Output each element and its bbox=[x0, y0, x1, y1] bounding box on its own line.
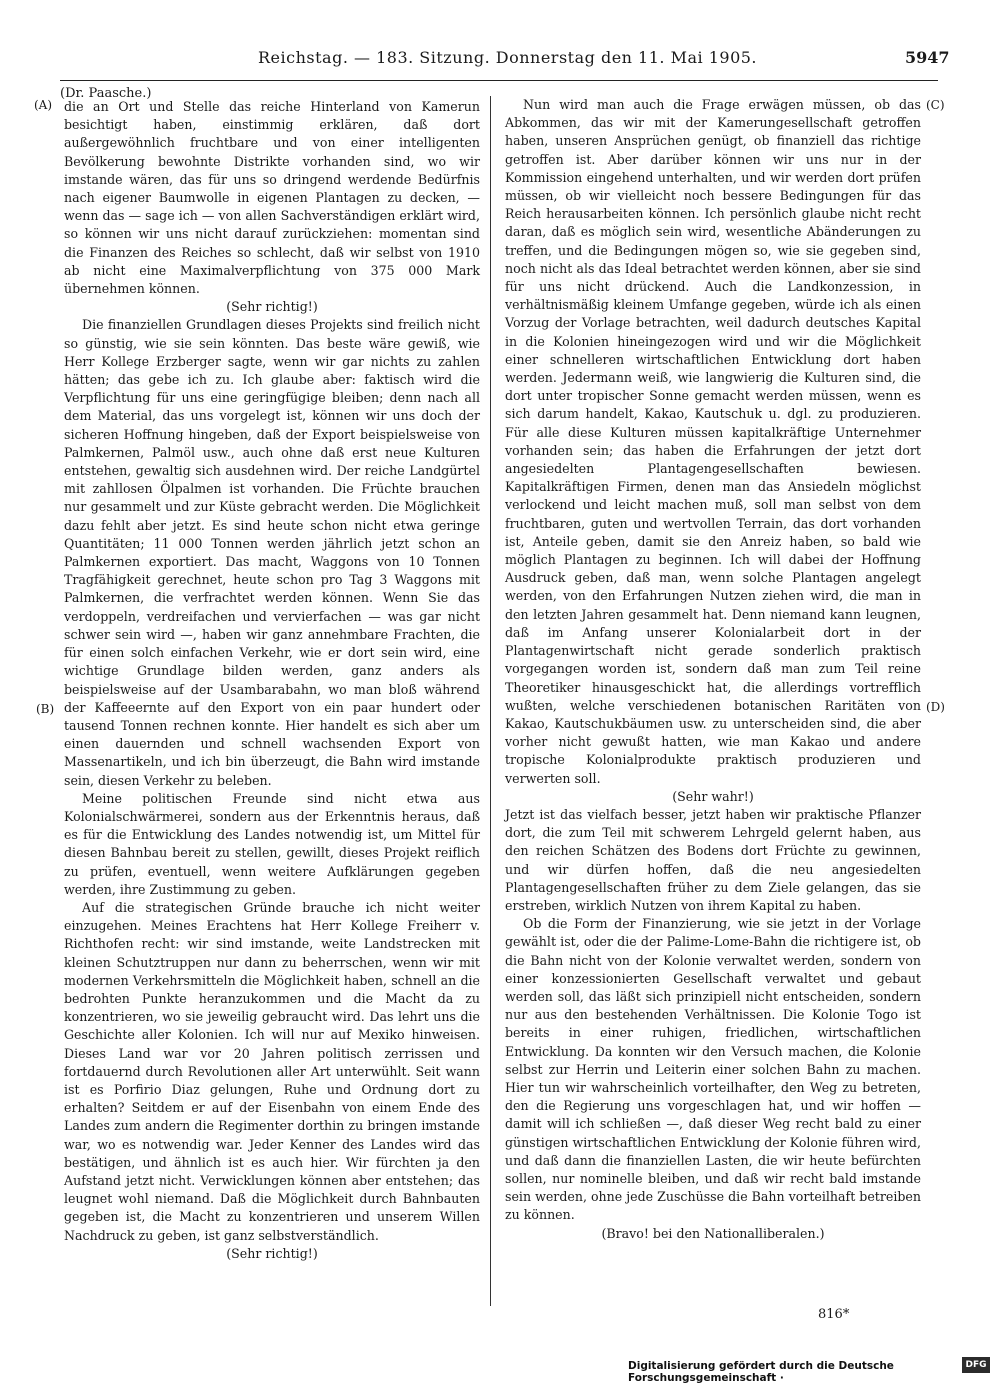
paragraph: Auf die strategischen Gründe brauche ich nicht weiter einzugehen. Meines Erachtens hat Herr Kollege Freiherr v. Richthofen recht: wir sind imstande, weite Landstrecken mit kleinen Schutztruppen nur dann zu beherrschen, wenn wir mit modernen Verkehrsmitteln die Möglichkeit haben, schnell an die bedrohten Punkte heranzukommen und die Macht da zu konzentrieren, wo sie jeweilig gebraucht wird. Das lehrt uns die Geschichte aller Kolonien. Ich will nur auf Mexiko hinweisen. Dieses Land war vor 20 Jahren politisch zerrissen und fortdauernd durch Revolutionen aller Art unterwühlt. Seit wann ist es Porfirio Diaz gelungen, Ruhe und Ordnung dort zu erhalten? Seitdem er auf der Eisenbahn von einem Ende des Landes zum andern die Regimenter dorthin zu bringen imstande war, wo es notwendig war. Jeder Kenner des Landes wird das bestätigen, und ähnlich ist es auch hier. Wir fürchten ja den Aufstand jetzt nicht. Verwicklungen können aber entstehen; das leugnet wohl niemand. Daß die Möglichkeit durch Bahnbauten gegeben ist, die Macht zu konzentrieren und unserem Willen Nachdruck zu geben, ist ganz selbstverständlich. bbox=[64, 899, 480, 1243]
signature-mark: 816* bbox=[818, 1307, 850, 1322]
left-column bbox=[64, 98, 480, 1263]
header-rule bbox=[60, 80, 938, 81]
paragraph: Meine politischen Freunde sind nicht etwa aus Kolonialschwärmerei, sondern aus der Erkenntnis heraus, daß es für die Entwicklung des Landes notwendig ist, um Mittel für diesen Bahnbau bereit zu stellen, gewillt, dieses Projekt reiflich zu prüfen, eventuell, wenn weitere Aufklärungen gegeben werden, ihre Zustimmung zu geben. bbox=[64, 790, 480, 897]
speaker-label: (Dr. Paasche.) bbox=[60, 86, 152, 101]
page-number: 5947 bbox=[905, 48, 950, 67]
funding-note: Digitalisierung gefördert durch die Deutsche Forschungsgemeinschaft · bbox=[628, 1360, 894, 1384]
paragraph: Die finanziellen Grundlagen dieses Projekts sind freilich nicht so günstig, wie sie sein könnten. Das beste wäre gewiß, wie Herr Kollege Erzberger sagte, wenn wir gar nichts zu zahlen hätten; das gebe ich zu. Ich glaube aber: faktisch wird die Verpflichtung für uns eine geringfügige bleiben; denn nach all dem Material, das uns vorgelegt ist, können wir uns doch der sicheren Hoffnung hingeben, daß der Export beispielsweise von Palmkernen, Palmöl usw., auch ohne daß erst neue Kulturen entstehen, gewaltig sich ausdehnen wird. Der reiche Landgürtel mit zahllosen Ölpalmen ist vorhanden. Die Früchte brauchen nur gesammelt und zur Küste gebracht werden. Die Möglichkeit dazu fehlt aber jetzt. Es sind heute schon nicht etwa geringe Quantitäten; 11 000 Tonnen werden jährlich jetzt schon an Palmkernen exportiert. Das macht, Waggons von 10 Tonnen Tragfähigkeit gerechnet, heute schon pro Tag 3 Waggons mit Palmkernen, die verfrachtet werden können. Wenn Sie das verdoppeln, verdreifachen und vervierfachen — was gar nicht schwer sein wird —, haben wir ganz annehmbare Frachten, die für einen solch einfachen Verkehr, wie er dort sein wird, eine wichtige Grundlage bilden werden, ganz anders als beispielsweise auf der Usambarabahn, wo man bloß während der Kaffeeernte auf den Export von ein paar hundert oder tausend Tonnen rechnen konnte. Hier handelt es sich aber um einen dauernden und schnell wachsenden Export von Massenartikeln, und ich bin überzeugt, die Bahn wird imstande sein, diesen Verkehr zu beleben. bbox=[64, 317, 480, 788]
paragraph: Nun wird man auch die Frage erwägen müssen, ob das Abkommen, das wir mit der Kamerungesellschaft getroffen haben, unseren Ansprüchen genügt, ob finanziell das richtige getroffen ist. Aber darüber können wir uns nur in der Kommission eingehend unterhalten, und wir werden dort prüfen müssen, ob wir vielleicht noch bessere Bedingungen für das Reich herausarbeiten können. Ich persönlich glaube nicht recht daran, daß es möglich sein wird, wesentliche Abänderungen zu treffen, und die Bedingungen mögen so, wie sie gegeben sind, noch nicht als das Ideal betrachtet werden können, aber sie sind für uns nicht drückend. Auch die Landkonzession, in verhältnismäßig kleinem Umfange gegeben, würde ich als einen Vorzug der Vorlage betrachten, weil dadurch deutsches Kapital in die Kolonien hineingezogen wird und wir die Möglichkeit einer schnelleren wirtschaftlichen Entwicklung dort haben werden. Jedermann weiß, wie langwierig die Kulturen sind, die dort unter tropischer Sonne gemacht werden müssen, wenn es sich darum handelt, Kakao, Kautschuk u. dgl. zu produzieren. Für alle diese Kulturen müssen kapitalkräftige Unternehmer vorhanden sein; das haben die Erfahrungen der jetzt dort angesiedelten Plantagengesellschaften bewiesen. Kapitalkräftigen Firmen, denen man das Ansiedeln möglichst verlockend und leicht machen muß, soll man selbst von dem fruchtbaren, guten und wertvollen Terrain, das dort vorhanden ist, Anteile geben, damit sie den Anreiz haben, so bald wie möglich Plantagen zu beginnen. Ich will dabei der Hoffnung Ausdruck geben, daß man, wenn solche Plantagen angelegt werden, von den Erfahrungen Nutzen ziehen wird, die man in den letzten Jahren gesammelt hat. Denn niemand kann leugnen, daß im Anfang unserer Kolonialarbeit dort in der Plantagenwirtschaft nicht gerade sonderlich praktisch vorgegangen worden ist, sondern daß man zum Teil reine Theoretiker hinausgeschickt hat, die allerdings vortrefflich wußten, welche verschiedenen botanischen Raritäten von Kakao, Kautschukbäumen usw. zu unterscheiden sind, die aber vorher nicht gewußt hatten, wie man Kakao und andere tropische Kolonialprodukte praktisch produzieren und verwerten soll. bbox=[505, 97, 921, 786]
column-divider bbox=[490, 96, 491, 1306]
page-header bbox=[0, 46, 1000, 76]
right-column bbox=[505, 96, 921, 1243]
paragraph: die an Ort und Stelle das reiche Hinterland von Kamerun besichtigt haben, einstimmig erklären, daß dort außergewöhnlich fruchtbare und von einer intelligenten Bevölkerung bewohnte Distrikte vorhanden sind, wo wir imstande wären, das für uns so dringend werdende Bedürfnis nach eigener Baumwolle in eigenen Plantagen zu decken, — wenn das — sage ich — von allen Sachverständigen erklärt wird, so können wir uns nicht darauf zurückziehen: momentan sind die Finanzen des Reiches so schlecht, daß wir selbst von 1910 ab nicht eine Maximalverpflichtung von 375 000 Mark übernehmen können. bbox=[64, 99, 480, 297]
margin-mark-a: (A) bbox=[34, 98, 53, 112]
dfg-logo: DFG bbox=[962, 1357, 990, 1373]
paragraph: Ob die Form der Finanzierung, wie sie jetzt in der Vorlage gewählt ist, oder die der Palime-Lome-Bahn die richtigere ist, ob die Bahn nicht von der Kolonie verwaltet werden, sondern von einer konzessionierten Gesellschaft verwaltet und gebaut werden soll, das läßt sich prinzipiell nicht entscheiden, sondern nur aus den bestehenden Verhältnissen. Die Kolonie Togo ist bereits in einer ruhigen, friedlichen, wirtschaftlichen Entwicklung. Da konnten wir den Versuch machen, die Kolonie selbst zur Herrin und Leiterin einer solchen Bahn zu machen. Hier tun wir wahrscheinlich vorteilhafter, den Weg zu betreten, den die Regierung uns vorgeschlagen hat, und wir hoffen — damit will ich schließen —, daß dieser Weg recht bald zu einer günstigen wirtschaftlichen Entwicklung der Kolonie führen wird, und daß dann die finanziellen Lasten, die wir heute befürchten sollen, nur nominelle bleiben, und daß wir recht bald imstande sein werden, ohne jede Zuschüsse die Bahn vorteilhaft betreiben zu können. bbox=[505, 916, 921, 1223]
interjection: (Bravo! bei den Nationalliberalen.) bbox=[601, 1225, 825, 1241]
margin-mark-c: (C) bbox=[926, 98, 945, 112]
margin-mark-b: (B) bbox=[36, 702, 55, 716]
interjection: (Sehr richtig!) bbox=[226, 1245, 318, 1261]
running-title: Reichstag. — 183. Sitzung. Donnerstag den 11. Mai 1905. bbox=[258, 48, 758, 67]
margin-mark-d: (D) bbox=[926, 700, 945, 714]
paragraph: Jetzt ist das vielfach besser, jetzt haben wir praktische Pflanzer dort, die zum Teil mit schwerem Lehrgeld gelernt haben, aus den reichen Schätzen des Bodens dort Früchte zu gewinnen, und wir dürfen hoffen, daß die neu angesiedelten Plantagengesellschaften früher zu dem Ziele gelangen, das sie erstreben, wirklich Nutzen von ihrem Kapital zu haben. bbox=[505, 806, 921, 913]
interjection: (Sehr richtig!) bbox=[226, 299, 318, 315]
interjection: (Sehr wahr!) bbox=[672, 788, 754, 804]
